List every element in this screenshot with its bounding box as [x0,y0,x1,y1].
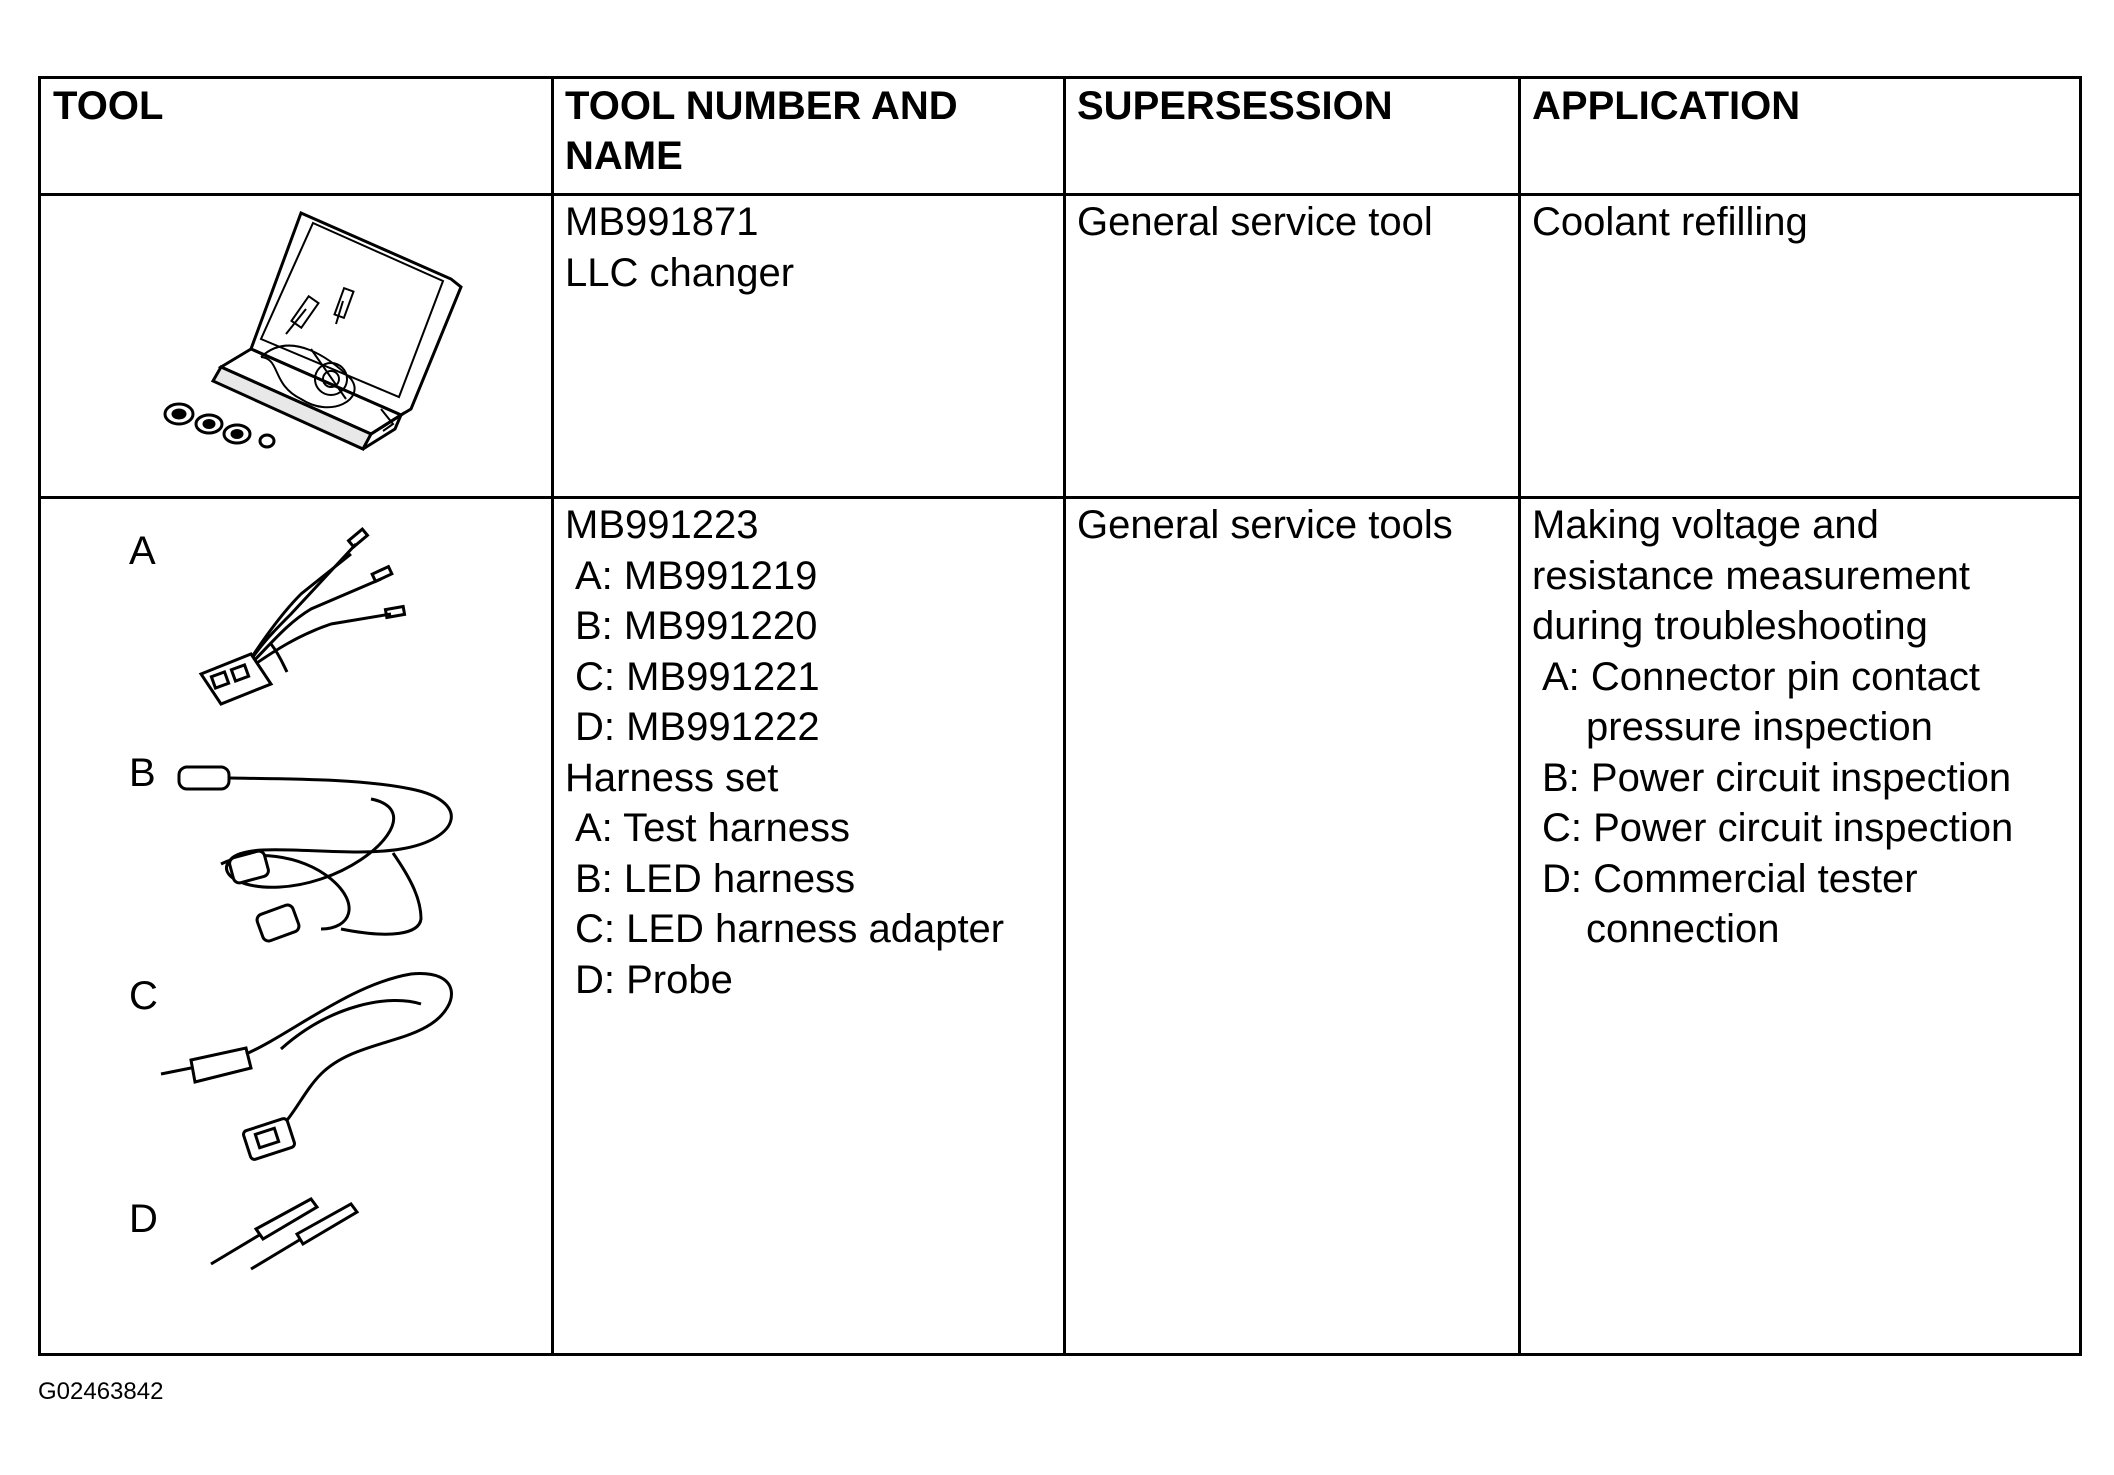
sub-tool-name-c: C: LED harness adapter [575,907,1005,951]
row-1-supersession: General service tool [1077,200,1433,244]
test-harness-icon [161,524,411,714]
application-d: D: Commercial tester [1542,856,1918,901]
header-supersession: SUPERSESSION [1077,84,1393,128]
row-divider [41,193,2079,196]
row-1-application [1532,197,1808,248]
header-tool-number-line1: TOOL NUMBER AND [565,84,958,128]
application-line: Making voltage and [1532,503,1879,547]
column-divider [1518,79,1521,1353]
sub-tool-number-c: C: MB991221 [575,654,820,699]
row-divider [41,496,2079,499]
special-tools-table [38,76,2082,1356]
llc-changer-case-icon [131,209,491,479]
application-d-cont: connection [1586,907,1780,951]
application-b: B: Power circuit inspection [1542,755,2012,800]
application-a: A: Connector pin contact [1542,654,1981,699]
tool-label-c: C [129,974,158,1018]
row-1-tool-number [565,197,794,298]
sub-tool-name-a: A: Test harness [575,806,850,850]
led-harness-icon [161,749,481,949]
sub-tool-name-d: D: Probe [575,957,733,1002]
header-tool-number-line2: NAME [565,134,683,178]
probe-icon [201,1189,401,1279]
header-application: APPLICATION [1532,84,1801,128]
tool-label-d: D [129,1197,158,1241]
application-line: resistance measurement [1532,553,1970,598]
row-2-supersession: General service tools [1077,503,1453,547]
led-harness-adapter-icon [151,964,471,1164]
row-2-tool-number [565,500,1004,1005]
header-tool-number [565,81,958,181]
tool-name-line: LLC changer [565,250,795,295]
column-divider [1063,79,1066,1353]
row-2-application [1532,500,2013,955]
application-line: during troubleshooting [1532,604,1928,648]
column-divider [551,79,554,1353]
tool-number-line: MB991871 [565,200,759,244]
application-c: C: Power circuit inspection [1542,806,2014,850]
tool-number-line: MB991223 [565,503,759,547]
sub-tool-number-d: D: MB991222 [575,705,820,749]
tool-label-a: A [129,529,156,573]
figure-id: G02463842 [38,1378,164,1405]
application-a-cont: pressure inspection [1586,705,1933,749]
application-line: Coolant refilling [1532,200,1808,244]
header-tool: TOOL [53,84,164,128]
sub-tool-number-a: A: MB991219 [575,553,818,598]
sub-tool-name-b: B: LED harness [575,856,856,901]
sub-tool-number-b: B: MB991220 [575,604,818,648]
tool-name-line: Harness set [565,755,779,800]
tool-label-b: B [129,751,156,795]
